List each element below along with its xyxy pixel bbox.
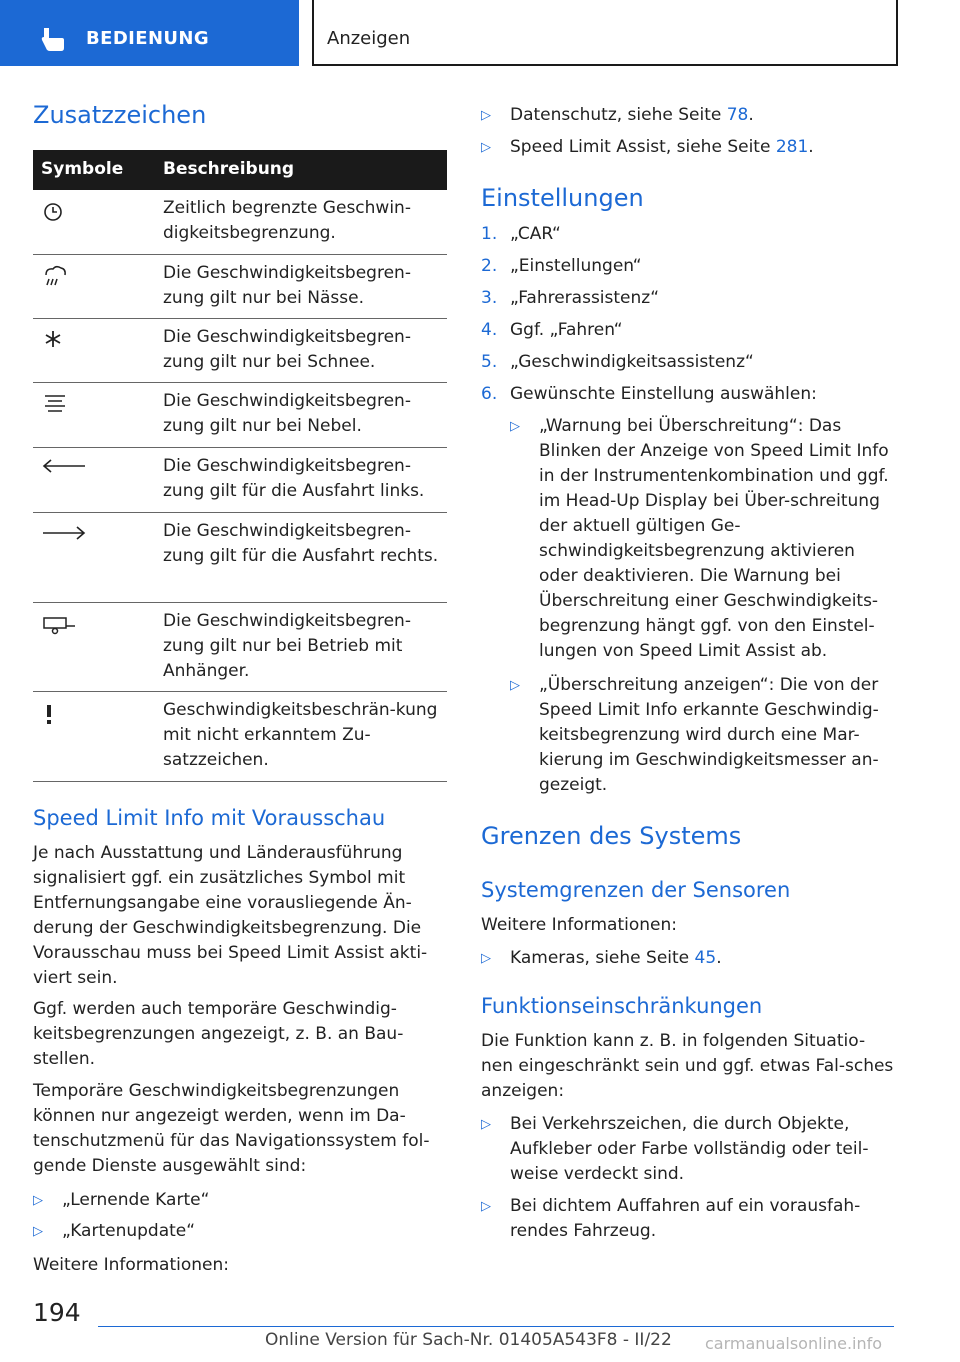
- table-col-symbols: Symbole: [41, 159, 124, 179]
- row-description: Die Geschwindigkeitsbegren-zung gilt nur bei Nässe.: [163, 263, 411, 308]
- step-text: „CAR“: [510, 224, 561, 244]
- sub-option-warning: „Warnung bei Überschreitung“: Das Blinken der Anzeige von Speed Limit Info in der Instrumentenkombination und ggf. im Head-Up Display bei Über-schreitung der aktuell gültigen Ge-schwindigkeitsbegrenzung aktivieren oder deaktivieren. Die Warnung bei Überschreitung einer Geschwindigkeits-begrenzung hängt ggf. von den Einstel-lungen von Speed Limit Assist ab.: [539, 416, 889, 661]
- bullet-triangle-icon: ▷: [481, 1117, 491, 1132]
- list-item: Bei Verkehrszeichen, die durch Objekte, Aufkleber oder Farbe vollständig oder teil-weise verdeckt sind.: [510, 1114, 869, 1184]
- preview-paragraph-1: Je nach Ausstattung und Länderausführung signalisiert ggf. ein zusätzliches Symbol mit Entfernungsangabe eine vorausliegende Än-derung der Geschwindigkeitsbegrenzung. Die Vorausschau muss bei Speed Limit Assist akti-viert sein.: [33, 843, 428, 988]
- row-description: Zeitlich begrenzte Geschwin-digkeitsbegrenzung.: [163, 198, 411, 243]
- snowflake-icon: [41, 327, 65, 351]
- settings-title: Einstellungen: [481, 184, 644, 212]
- page-link[interactable]: 281: [775, 137, 809, 157]
- ref-text: Kameras, siehe Seite: [510, 948, 695, 968]
- bullet-triangle-icon: ▷: [510, 678, 520, 693]
- row-description: Die Geschwindigkeitsbegren-zung gilt für die Ausfahrt rechts.: [163, 521, 439, 566]
- preview-paragraph-2: Ggf. werden auch temporäre Geschwindig-keitsbegrenzungen angezeigt, z. B. an Bau-stellen.: [33, 999, 404, 1069]
- row-description: Geschwindigkeitsbeschrän-kung mit nicht erkanntem Zu-satzzeichen.: [163, 700, 438, 770]
- bullet-triangle-icon: ▷: [510, 419, 520, 434]
- function-limits-title: Funktionseinschränkungen: [481, 994, 763, 1018]
- ref-end: .: [716, 948, 722, 968]
- list-item: [510, 135, 814, 160]
- sub-option-display: „Überschreitung anzeigen“: Die von der Speed Limit Info erkannte Geschwindig-keitsbegrenzung wird durch eine Mar-kierung im Geschwindigkeitsmesser an-gezeigt.: [539, 675, 879, 795]
- ref-end: .: [808, 137, 814, 157]
- table-row: [33, 190, 447, 255]
- online-version-footer: Online Version für Sach-Nr. 01405A543F8 - II/22: [265, 1330, 672, 1350]
- page-link[interactable]: 78: [726, 105, 749, 125]
- step-text: Ggf. „Fahren“: [510, 320, 623, 340]
- ref-end: .: [748, 105, 754, 125]
- bullet-triangle-icon: ▷: [481, 1199, 491, 1214]
- limits-title: Grenzen des Systems: [481, 822, 742, 850]
- rain-cloud-icon: [41, 263, 69, 289]
- function-limits-text: Die Funktion kann z. B. in folgenden Situatio-nen eingeschränkt sein und ggf. etwas Fal-sches anzeigen:: [481, 1031, 894, 1101]
- step-number: 6.: [481, 384, 498, 404]
- table-row: [33, 319, 447, 383]
- table-col-description: Beschreibung: [163, 159, 295, 179]
- more-info-label: Weitere Informationen:: [481, 915, 677, 935]
- fog-icon: [41, 391, 69, 415]
- arrow-right-icon: [41, 523, 87, 543]
- list-item: „Lernende Karte“: [62, 1190, 210, 1210]
- step-text: „Geschwindigkeitsassistenz“: [510, 352, 754, 372]
- row-description: Die Geschwindigkeitsbegren-zung gilt nur bei Betrieb mit Anhänger.: [163, 611, 411, 681]
- row-description: Die Geschwindigkeitsbegren-zung gilt für die Ausfahrt links.: [163, 456, 425, 501]
- table-row: [33, 383, 447, 448]
- ref-text: Speed Limit Assist, siehe Seite: [510, 137, 776, 157]
- bullet-triangle-icon: ▷: [481, 951, 491, 966]
- chapter-box: [312, 0, 898, 66]
- arrow-left-icon: [41, 456, 87, 476]
- table-row: [33, 513, 447, 603]
- page-number: 194: [33, 1298, 81, 1327]
- exclamation-icon: [41, 702, 57, 726]
- section-title: Zusatzzeichen: [33, 101, 207, 129]
- watermark: carmanualsonline.info: [705, 1334, 883, 1353]
- clock-icon: [41, 200, 65, 224]
- table-header: [33, 150, 447, 190]
- list-item: [510, 946, 722, 971]
- row-description: Die Geschwindigkeitsbegren-zung gilt nur bei Schnee.: [163, 327, 411, 372]
- list-item: „Kartenupdate“: [62, 1221, 196, 1241]
- step-text: „Einstellungen“: [510, 256, 642, 276]
- table-row: [33, 448, 447, 513]
- row-description: Die Geschwindigkeitsbegren-zung gilt nur bei Nebel.: [163, 391, 411, 436]
- list-item: Bei dichtem Auffahren auf ein vorausfah-rendes Fahrzeug.: [510, 1196, 861, 1241]
- hand-pointer-icon: [38, 26, 66, 52]
- trailer-icon: [41, 613, 79, 637]
- section-tab: [0, 0, 299, 66]
- preview-paragraph-3: Temporäre Geschwindigkeitsbegrenzungen können nur angezeigt werden, wenn im Da-tenschutzmenü für das Navigationssystem fol-gende Dienste ausgewählt sind:: [33, 1081, 430, 1176]
- more-info-label: Weitere Informationen:: [33, 1255, 229, 1275]
- section-label: BEDIENUNG: [86, 28, 210, 49]
- step-number: 5.: [481, 352, 498, 372]
- step-number: 1.: [481, 224, 498, 244]
- bullet-triangle-icon: ▷: [481, 140, 491, 155]
- table-row: [33, 603, 447, 692]
- table-row: [33, 692, 447, 782]
- preview-title: Speed Limit Info mit Vorausschau: [33, 806, 386, 830]
- bullet-triangle-icon: ▷: [33, 1224, 43, 1239]
- ref-text: Datenschutz, siehe Seite: [510, 105, 727, 125]
- step-number: 3.: [481, 288, 498, 308]
- bullet-triangle-icon: ▷: [33, 1193, 43, 1208]
- step-text: Gewünschte Einstellung auswählen:: [510, 384, 817, 404]
- chapter-label: Anzeigen: [327, 28, 411, 49]
- footer-divider: [98, 1326, 894, 1327]
- page-link[interactable]: 45: [694, 948, 717, 968]
- list-item: [510, 103, 754, 128]
- step-number: 2.: [481, 256, 498, 276]
- step-text: „Fahrerassistenz“: [510, 288, 660, 308]
- sensor-title: Systemgrenzen der Sensoren: [481, 878, 791, 902]
- table-row: [33, 255, 447, 319]
- step-number: 4.: [481, 320, 498, 340]
- bullet-triangle-icon: ▷: [481, 108, 491, 123]
